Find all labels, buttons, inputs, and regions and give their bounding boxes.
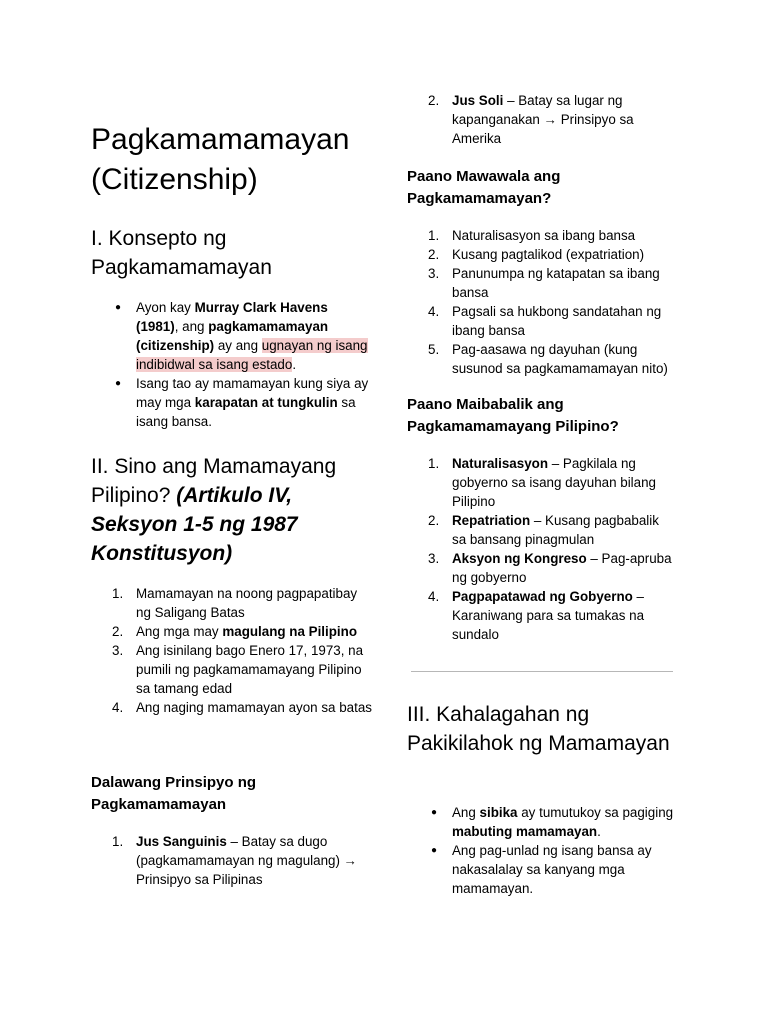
section-2-heading: II. Sino ang Mamamayang Pilipino? (Artikulo IV, Seksyon 1-5 ng 1987 Konstitusyon) bbox=[91, 455, 337, 565]
section-2-list bbox=[91, 584, 373, 717]
lose-heading: Paano Mawawala ang Pagkamamamayan? bbox=[407, 168, 561, 207]
list-item: 1. Naturalisasyon – Pagkilala ng gobyerno sa isang dayuhan bilang Pilipino bbox=[428, 456, 656, 509]
section-3-heading: III. Kahalagahan ng Pakikilahok ng Mamamayan bbox=[407, 703, 670, 755]
list-item: ● Ang pag-unlad ng isang bansa ay nakasalalay sa kanyang mga mamamayan. bbox=[431, 843, 652, 896]
section-3-list bbox=[407, 803, 675, 898]
section-1-list bbox=[91, 298, 373, 431]
list-item: 2. Kusang pagtalikod (expatriation) bbox=[428, 247, 645, 262]
list-item: 1. Naturalisasyon sa ibang bansa bbox=[428, 228, 636, 243]
regain-heading: Paano Maibabalik ang Pagkamamamayang Pilipino? bbox=[407, 396, 619, 435]
principles-list-part-1 bbox=[91, 832, 373, 889]
principles-heading: Dalawang Prinsipyo ng Pagkamamamayan bbox=[91, 774, 257, 813]
section-1-heading: I. Konsepto ng Pagkamamamayan bbox=[91, 227, 272, 279]
list-item: 2. Ang mga may magulang na Pilipino bbox=[112, 624, 358, 639]
list-item: ● Ang sibika ay tumutukoy sa pagiging mabuting mamamayan. bbox=[431, 805, 674, 839]
title-line-1: Pagkamamamayan bbox=[91, 123, 350, 156]
principles-list-part-2 bbox=[407, 91, 675, 148]
page-title bbox=[91, 120, 373, 200]
list-item: 4. Pagsali sa hukbong sandatahan ng ibang bansa bbox=[428, 304, 662, 338]
title-line-2: (Citizenship) bbox=[91, 163, 258, 196]
list-item: 1. Mamamayan na noong pagpapatibay ng Saligang Batas bbox=[112, 586, 358, 620]
bullet-marker: ● bbox=[115, 302, 122, 313]
list-item: 2. Repatriation – Kusang pagbabalik sa bansang pinagmulan bbox=[428, 513, 659, 547]
horizontal-divider bbox=[411, 671, 673, 672]
bullet-marker: ● bbox=[115, 378, 122, 389]
list-item: 2. Jus Soli – Batay sa lugar ng kapanganakan → Prinsipyo sa Amerika bbox=[428, 93, 634, 146]
list-item: 4. Ang naging mamamayan ayon sa batas bbox=[112, 700, 372, 715]
list-item: 5. Pag-aasawa ng dayuhan (kung susunod sa pagkamamamayan nito) bbox=[428, 342, 668, 376]
list-item: 3. Ang isinilang bago Enero 17, 1973, na pumili ng pagkamamamayang Pilipino sa tamang edad bbox=[112, 643, 364, 696]
list-item: 3. Panunumpa ng katapatan sa ibang bansa bbox=[428, 266, 660, 300]
list-item: 4. Pagpapatawad ng Gobyerno – Karaniwang para sa tumakas na sundalo bbox=[428, 589, 645, 642]
regain-list bbox=[407, 454, 675, 644]
list-item: 3. Aksyon ng Kongreso – Pag-apruba ng gobyerno bbox=[428, 551, 672, 585]
bullet-marker: ● bbox=[431, 845, 438, 856]
highlighted-text: ugnayan ng isang indibidwal sa isang estado bbox=[136, 338, 368, 372]
lose-list bbox=[407, 226, 675, 378]
bullet-marker: ● bbox=[431, 807, 438, 818]
list-item: ● Isang tao ay mamamayan kung siya ay may mga karapatan at tungkulin sa isang bansa. bbox=[115, 376, 369, 429]
list-item: ● Ayon kay Murray Clark Havens (1981), ang pagkamamamayan (citizenship) ay ang ugnayan ng isang indibidwal sa isang estado. bbox=[115, 300, 368, 372]
list-item: 1. Jus Sanguinis – Batay sa dugo (pagkamamamayan ng magulang) → Prinsipyo sa Pilipinas bbox=[112, 834, 358, 887]
